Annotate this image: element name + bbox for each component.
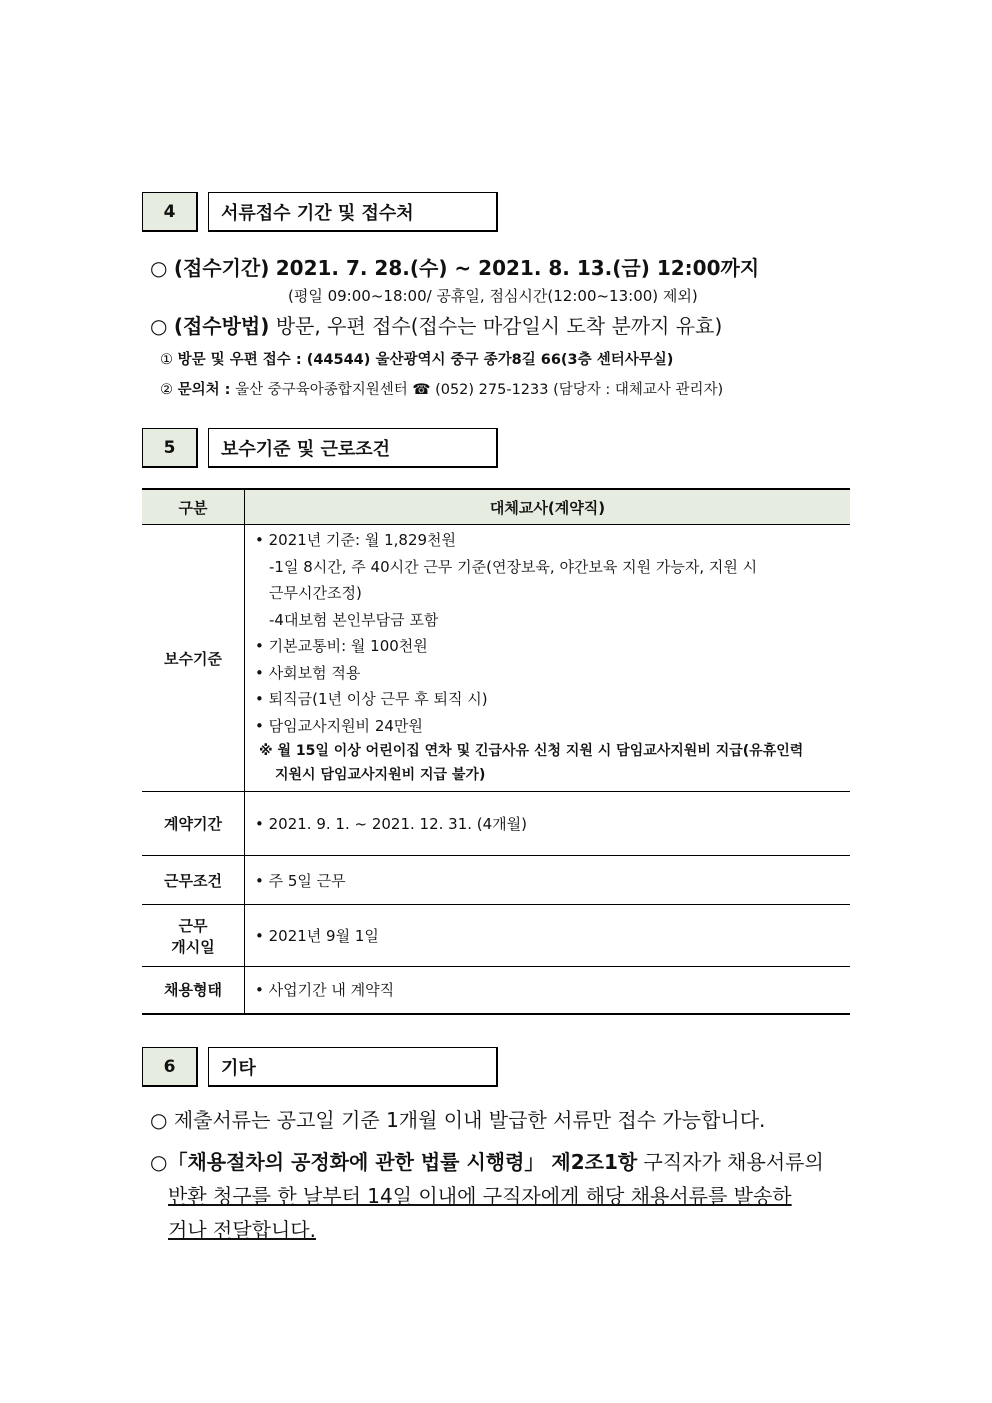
table-row — [142, 792, 850, 856]
row-label: 보수기준 — [142, 525, 245, 792]
item-1 — [160, 348, 673, 369]
bullet-circle: ○ — [150, 256, 168, 280]
row-label: 근무조건 — [142, 856, 245, 905]
item-2-value: 울산 중구육아종합지원센터 ☎ (052) 275-1233 (담당자 : 대체교사 관리자) — [235, 382, 724, 398]
section-title: 보수기준 및 근로조건 — [208, 428, 498, 468]
column-header: 대체교사(계약직) — [245, 489, 851, 525]
period-value: 2021. 7. 28.(수) ~ 2021. 8. 13.(금) 12:00까지 — [275, 256, 760, 280]
pay-line: • 담임교사지원비 24만원 — [255, 716, 423, 735]
row-value: • 사업기간 내 계약직 — [245, 967, 851, 1014]
method-line — [150, 310, 722, 339]
period-note: (평일 09:00~18:00/ 공휴일, 점심시간(12:00~13:00) 제외) — [288, 287, 698, 305]
section-title: 기타 — [208, 1047, 498, 1087]
pay-line: • 사회보험 적용 — [255, 663, 361, 682]
table-header-row — [142, 489, 850, 525]
conditions-table — [142, 488, 850, 1015]
method-value: 방문, 우편 접수(접수는 마감일시 도착 분까지 유효) — [275, 314, 723, 338]
table-row — [142, 856, 850, 905]
section-title: 서류접수 기간 및 접수처 — [208, 192, 498, 232]
other-item-2 — [150, 1146, 824, 1175]
row-label — [142, 905, 245, 967]
pay-line: 근무시간조정) — [269, 584, 362, 602]
pay-line: • 기본교통비: 월 100천원 — [255, 637, 428, 655]
row-value: • 2021년 9월 1일 — [245, 905, 851, 967]
bullet-circle: ○ — [150, 1150, 168, 1174]
pay-line: -1일 8시간, 주 40시간 근무 기준(연장보육, 야간보육 지원 가능자, 지원 시 — [269, 557, 758, 576]
row-value: • 2021. 9. 1. ~ 2021. 12. 31. (4개월) — [245, 792, 851, 856]
item-2 — [160, 378, 723, 399]
section-number: 4 — [142, 192, 198, 232]
law-name: 「채용절차의 공정화에 관한 법률 시행령」 제2조1항 — [167, 1150, 638, 1174]
table-row — [142, 525, 850, 792]
pay-line: • 2021년 기준: 월 1,829천원 — [255, 531, 457, 549]
row-value: • 주 5일 근무 — [245, 856, 851, 905]
pay-note: 지원시 담임교사지원비 지급 불가) — [275, 767, 486, 783]
table-row — [142, 967, 850, 1014]
row-value — [245, 525, 851, 792]
bullet-circle: ○ — [150, 314, 168, 338]
other-item-2-text: 구직자가 채용서류의 — [637, 1150, 824, 1174]
item-number: ② — [160, 382, 173, 398]
row-label-line: 개시일 — [171, 937, 215, 956]
item-number: ① — [160, 352, 173, 368]
other-item-1-text: 제출서류는 공고일 기준 1개월 이내 발급한 서류만 접수 가능합니다. — [173, 1108, 766, 1132]
row-label: 채용형태 — [142, 967, 245, 1014]
section-number: 6 — [142, 1047, 198, 1087]
item-2-label: 문의처 : — [177, 382, 231, 398]
pay-line: -4대보험 본인부담금 포함 — [269, 610, 439, 629]
table-row — [142, 905, 850, 967]
item-1-text: 방문 및 우편 접수 : (44544) 울산광역시 중구 종가8길 66(3층 센터사무실) — [177, 352, 674, 368]
other-item-1 — [150, 1104, 765, 1133]
other-item-2-line3: 거나 전달합니다. — [168, 1218, 316, 1242]
row-label-line: 근무 — [178, 916, 208, 935]
section-number: 5 — [142, 428, 198, 468]
bullet-circle: ○ — [150, 1108, 168, 1132]
row-label: 계약기간 — [142, 792, 245, 856]
pay-line: • 퇴직금(1년 이상 근무 후 퇴직 시) — [255, 690, 488, 708]
period-line — [150, 252, 759, 281]
period-label: (접수기간) — [173, 256, 270, 280]
method-label: (접수방법) — [173, 314, 270, 338]
pay-note: ※ 월 15일 이상 어린이집 연차 및 긴급사유 신청 지원 시 담임교사지원비 지급(유휴인력 — [259, 743, 804, 759]
column-header: 구분 — [142, 489, 245, 525]
other-item-2-line2: 반환 청구를 한 날부터 14일 이내에 구직자에게 해당 채용서류를 발송하 — [168, 1184, 792, 1208]
